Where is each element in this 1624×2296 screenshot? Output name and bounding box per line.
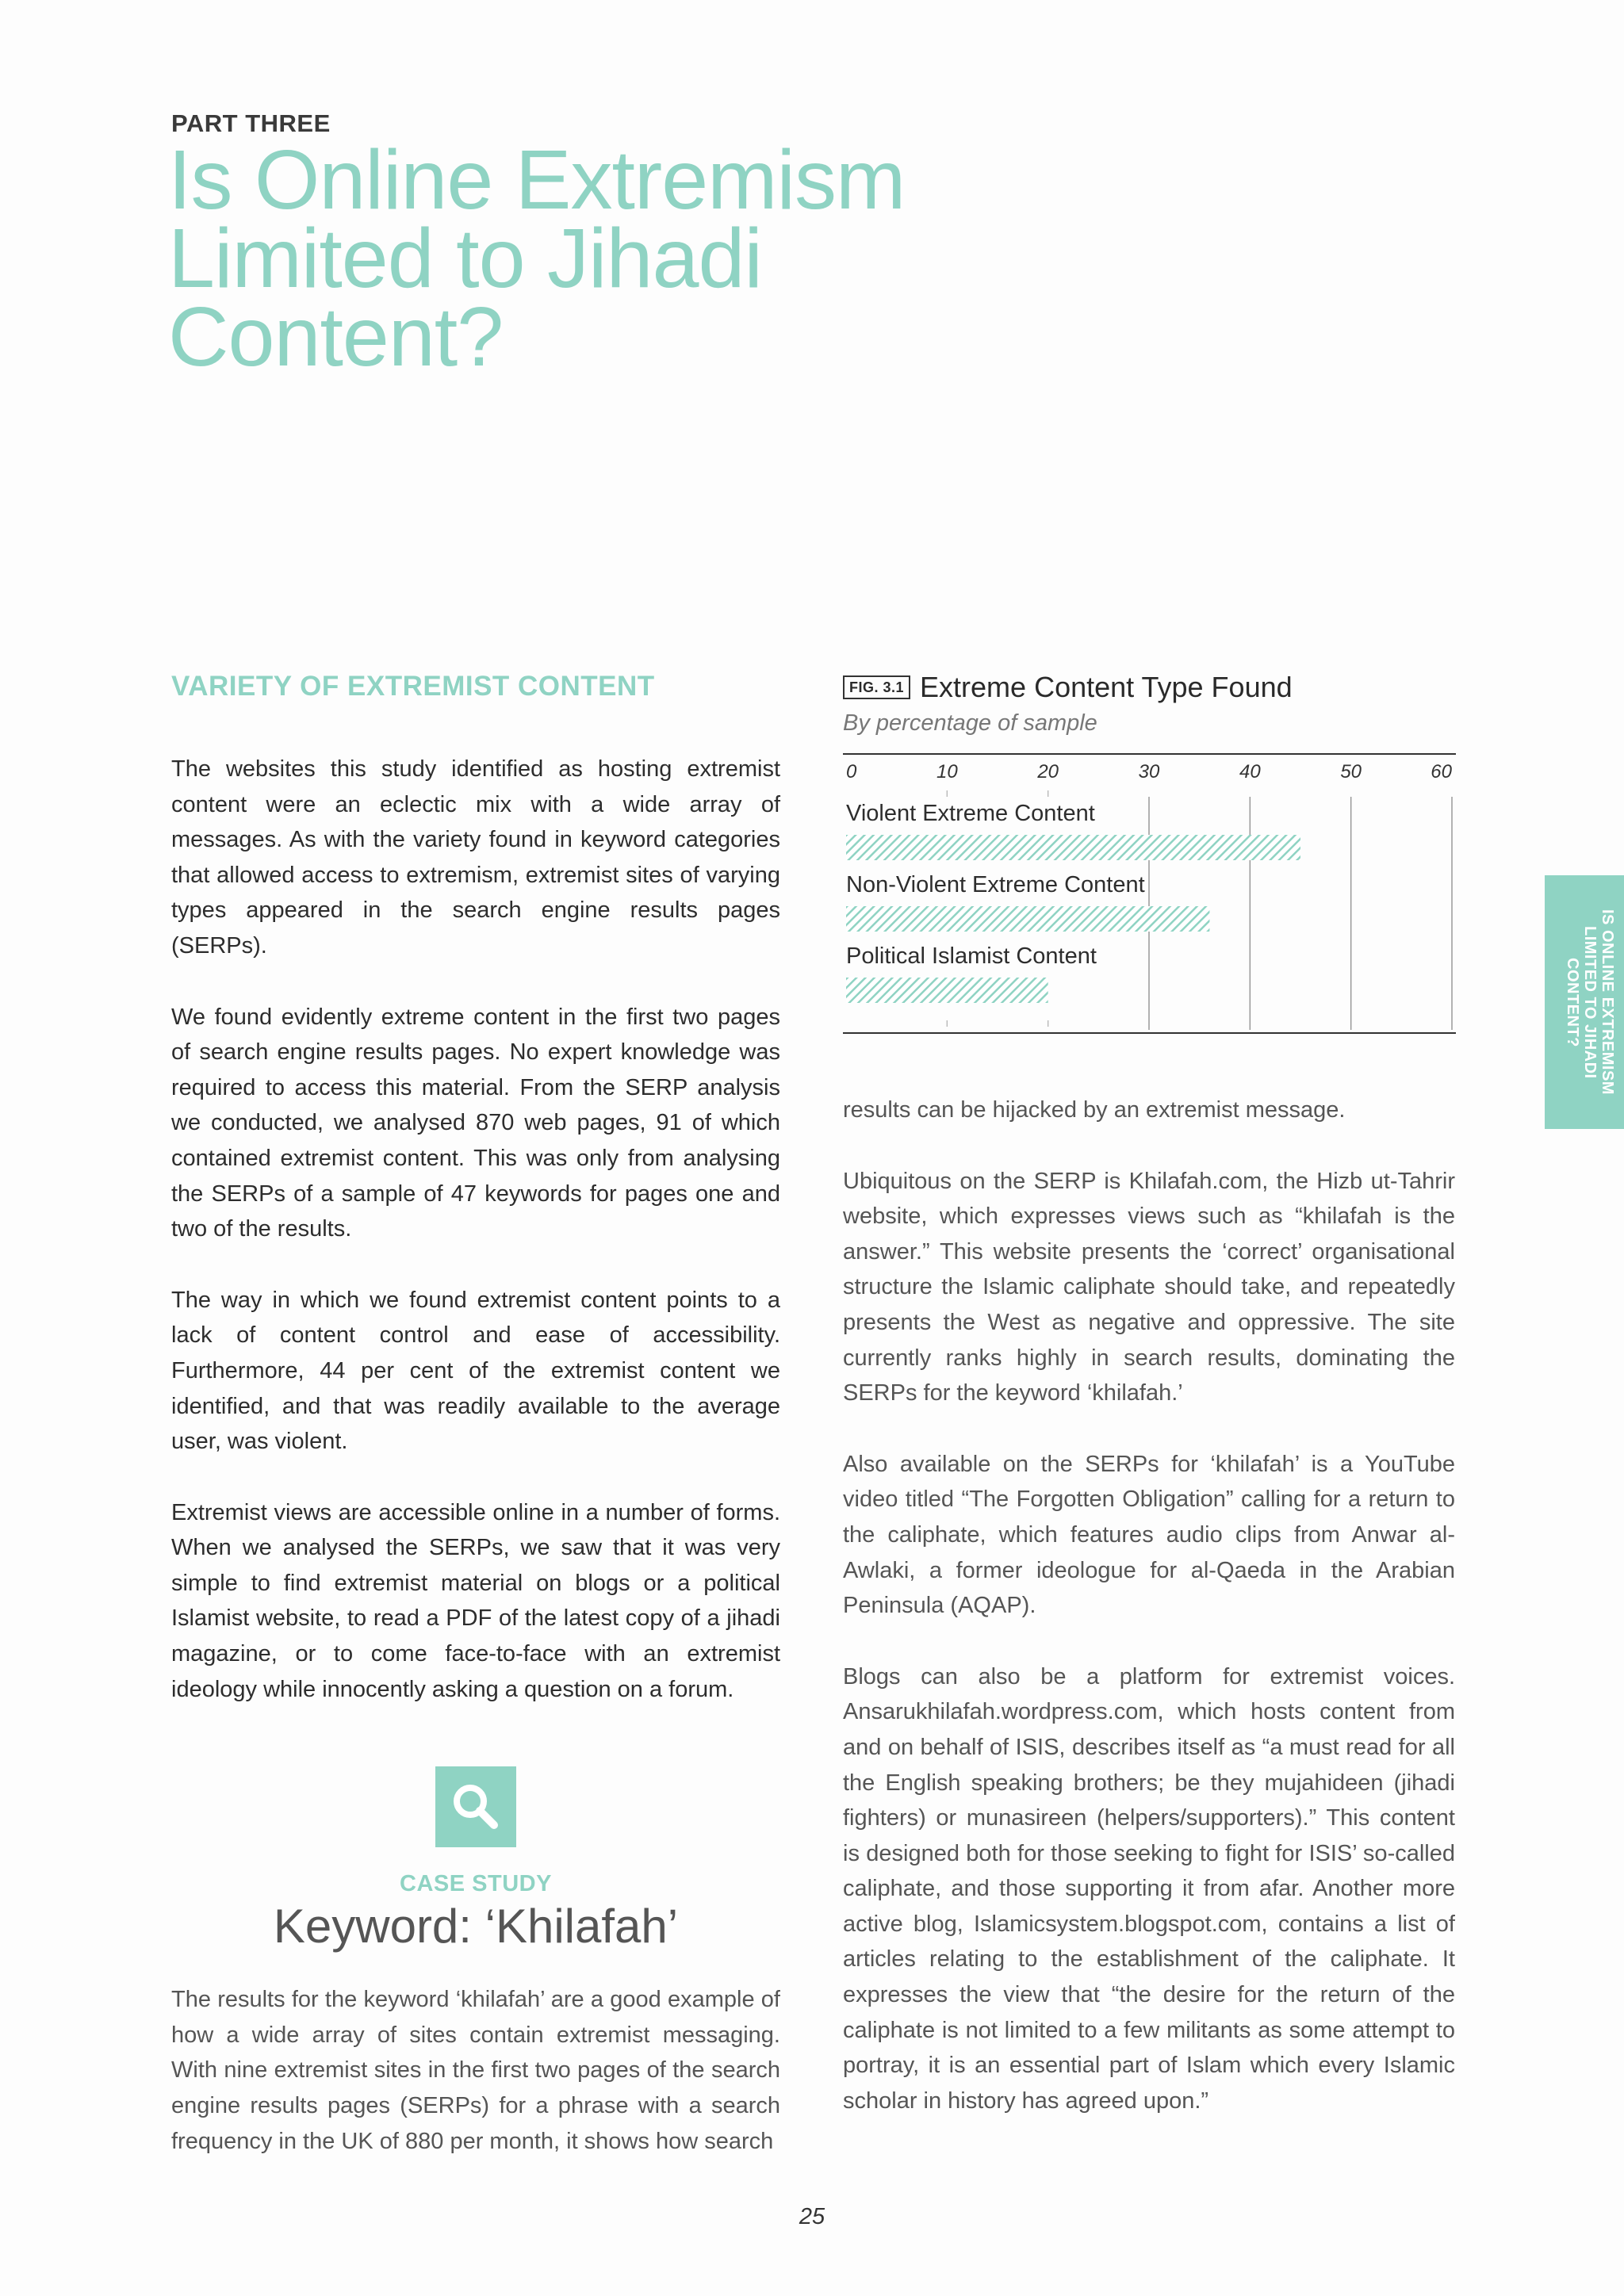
page-number: 25 xyxy=(799,2204,825,2229)
left-column xyxy=(171,671,780,2195)
body-paragraph: We found evidently extreme content in the first two pages of search engine results pages. No expert knowledge was required to access this material. From the SERP analysis we conducted, we analysed 870 web pages, 91 of which contained extremist content. This was only from analysing the SERPs of a sample of 47 keywords for pages one and two of the results. xyxy=(171,1004,780,1242)
x-tick-label: 20 xyxy=(1037,761,1059,783)
x-tick-label: 50 xyxy=(1340,761,1362,783)
case-study xyxy=(171,1766,780,2159)
title-line: Content? xyxy=(168,290,504,384)
category-label: Political Islamist Content xyxy=(846,943,1097,969)
case-study-label: CASE STUDY xyxy=(400,1871,552,1897)
body-paragraph: The websites this study identified as hosting extremist content were an eclectic mix with a wide array of messages. As with the variety found in keyword categories that allowed access to extremism, extremist sites of varying types appeared in the search engine results pages (SERPs). xyxy=(171,756,780,959)
body-paragraph: Blogs can also be a platform for extremist voices. Ansarukhilafah.wordpress.com, which hosts content from and on behalf of ISIS, describes itself as “a must read for all the English speaking brothers; be they mujahideen (jihadi fighters) or munasireen (helpers/supporters).” This content is designed both for those seeking to fight for ISIS’ so-called caliphate, and those supporting it from afar. Another more active blog, Islamicsystem.blogspot.com, contains a list of articles relating to the establishment of the caliphate. It expresses the view that “the desire for the return of the caliphate is not limited to a few militants as some attempt to portray, it is an essential part of Islam which every Islamic scholar in history has agreed upon.” xyxy=(843,1663,1455,2114)
chart-bar xyxy=(846,978,1048,1003)
x-tick-label: 40 xyxy=(1239,761,1261,783)
x-tick-label: 0 xyxy=(846,761,857,783)
x-tick-label: 60 xyxy=(1431,761,1452,783)
figure-badge: FIG. 3.1 xyxy=(843,675,910,699)
chart-subtitle: By percentage of sample xyxy=(843,710,1097,736)
part-label: PART THREE xyxy=(171,109,331,137)
figure-header xyxy=(843,671,1456,704)
side-tab-label: IS ONLINE EXTREMISM LIMITED TO JIHADI CONTENT? xyxy=(1564,909,1616,1095)
body-paragraph: results can be hijacked by an extremist message. xyxy=(843,1097,1346,1123)
title-line: Is Online Extremism xyxy=(168,133,906,227)
bar-chart xyxy=(843,748,1456,1041)
category-label: Violent Extreme Content xyxy=(846,801,1095,826)
right-column xyxy=(843,1093,1455,2154)
search-icon xyxy=(435,1766,516,1847)
chart-bar xyxy=(846,906,1209,932)
x-tick-label: 30 xyxy=(1138,761,1160,783)
category-label: Non-Violent Extreme Content xyxy=(846,872,1145,897)
page-title xyxy=(168,133,961,384)
x-tick-label: 10 xyxy=(936,761,958,783)
case-study-title: Keyword: ‘Khilafah’ xyxy=(273,1900,679,1954)
section-side-tab xyxy=(1545,875,1624,1129)
title-line: Limited to Jihadi xyxy=(168,212,762,305)
figure xyxy=(843,671,1456,1041)
body-paragraph: Extremist views are accessible online in a number of forms. When we analysed the SERPs, we saw that it was very simple to find extremist material on blogs or a political Islamist website, to read a PDF of the latest copy of a jihadi magazine, or to come face-to-face with an extremist ideology while innocently asking a question on a forum. xyxy=(171,1499,780,1702)
case-study-text: The results for the keyword ‘khilafah’ are a good example of how a wide array of sites contain extremist messaging. With nine extremist sites in the first two pages of the search engine results pages (SERPs) for a phrase with a search frequency in the UK of 880 per month, it shows how search xyxy=(171,1987,780,2154)
body-paragraph: Ubiquitous on the SERP is Khilafah.com, the Hizb ut-Tahrir website, which expresses views such as “khilafah is the answer.” This website presents the ‘correct’ organisational structure the Islamic caliphate should take, and repeatedly presents the West as negative and oppressive. The site currently ranks highly in search results, dominating the SERPs for the keyword ‘khilafah.’ xyxy=(843,1168,1455,1406)
body-paragraph: The way in which we found extremist content points to a lack of content control and ease of accessibility. Furthermore, 44 per cent of the extremist content we identified, and that was readily available to the average user, was violent. xyxy=(171,1287,780,1455)
section-heading: VARIETY OF EXTREMIST CONTENT xyxy=(171,671,655,702)
body-paragraph: Also available on the SERPs for ‘khilafah’ is a YouTube video titled “The Forgotten Obligation” calling for a return to the caliphate, which features audio clips from Anwar al-Awlaki, a former ideologue for al-Qaeda in the Arabian Peninsula (AQAP). xyxy=(843,1451,1455,1619)
chart-title: Extreme Content Type Found xyxy=(920,671,1293,703)
chart-bar xyxy=(846,835,1300,860)
